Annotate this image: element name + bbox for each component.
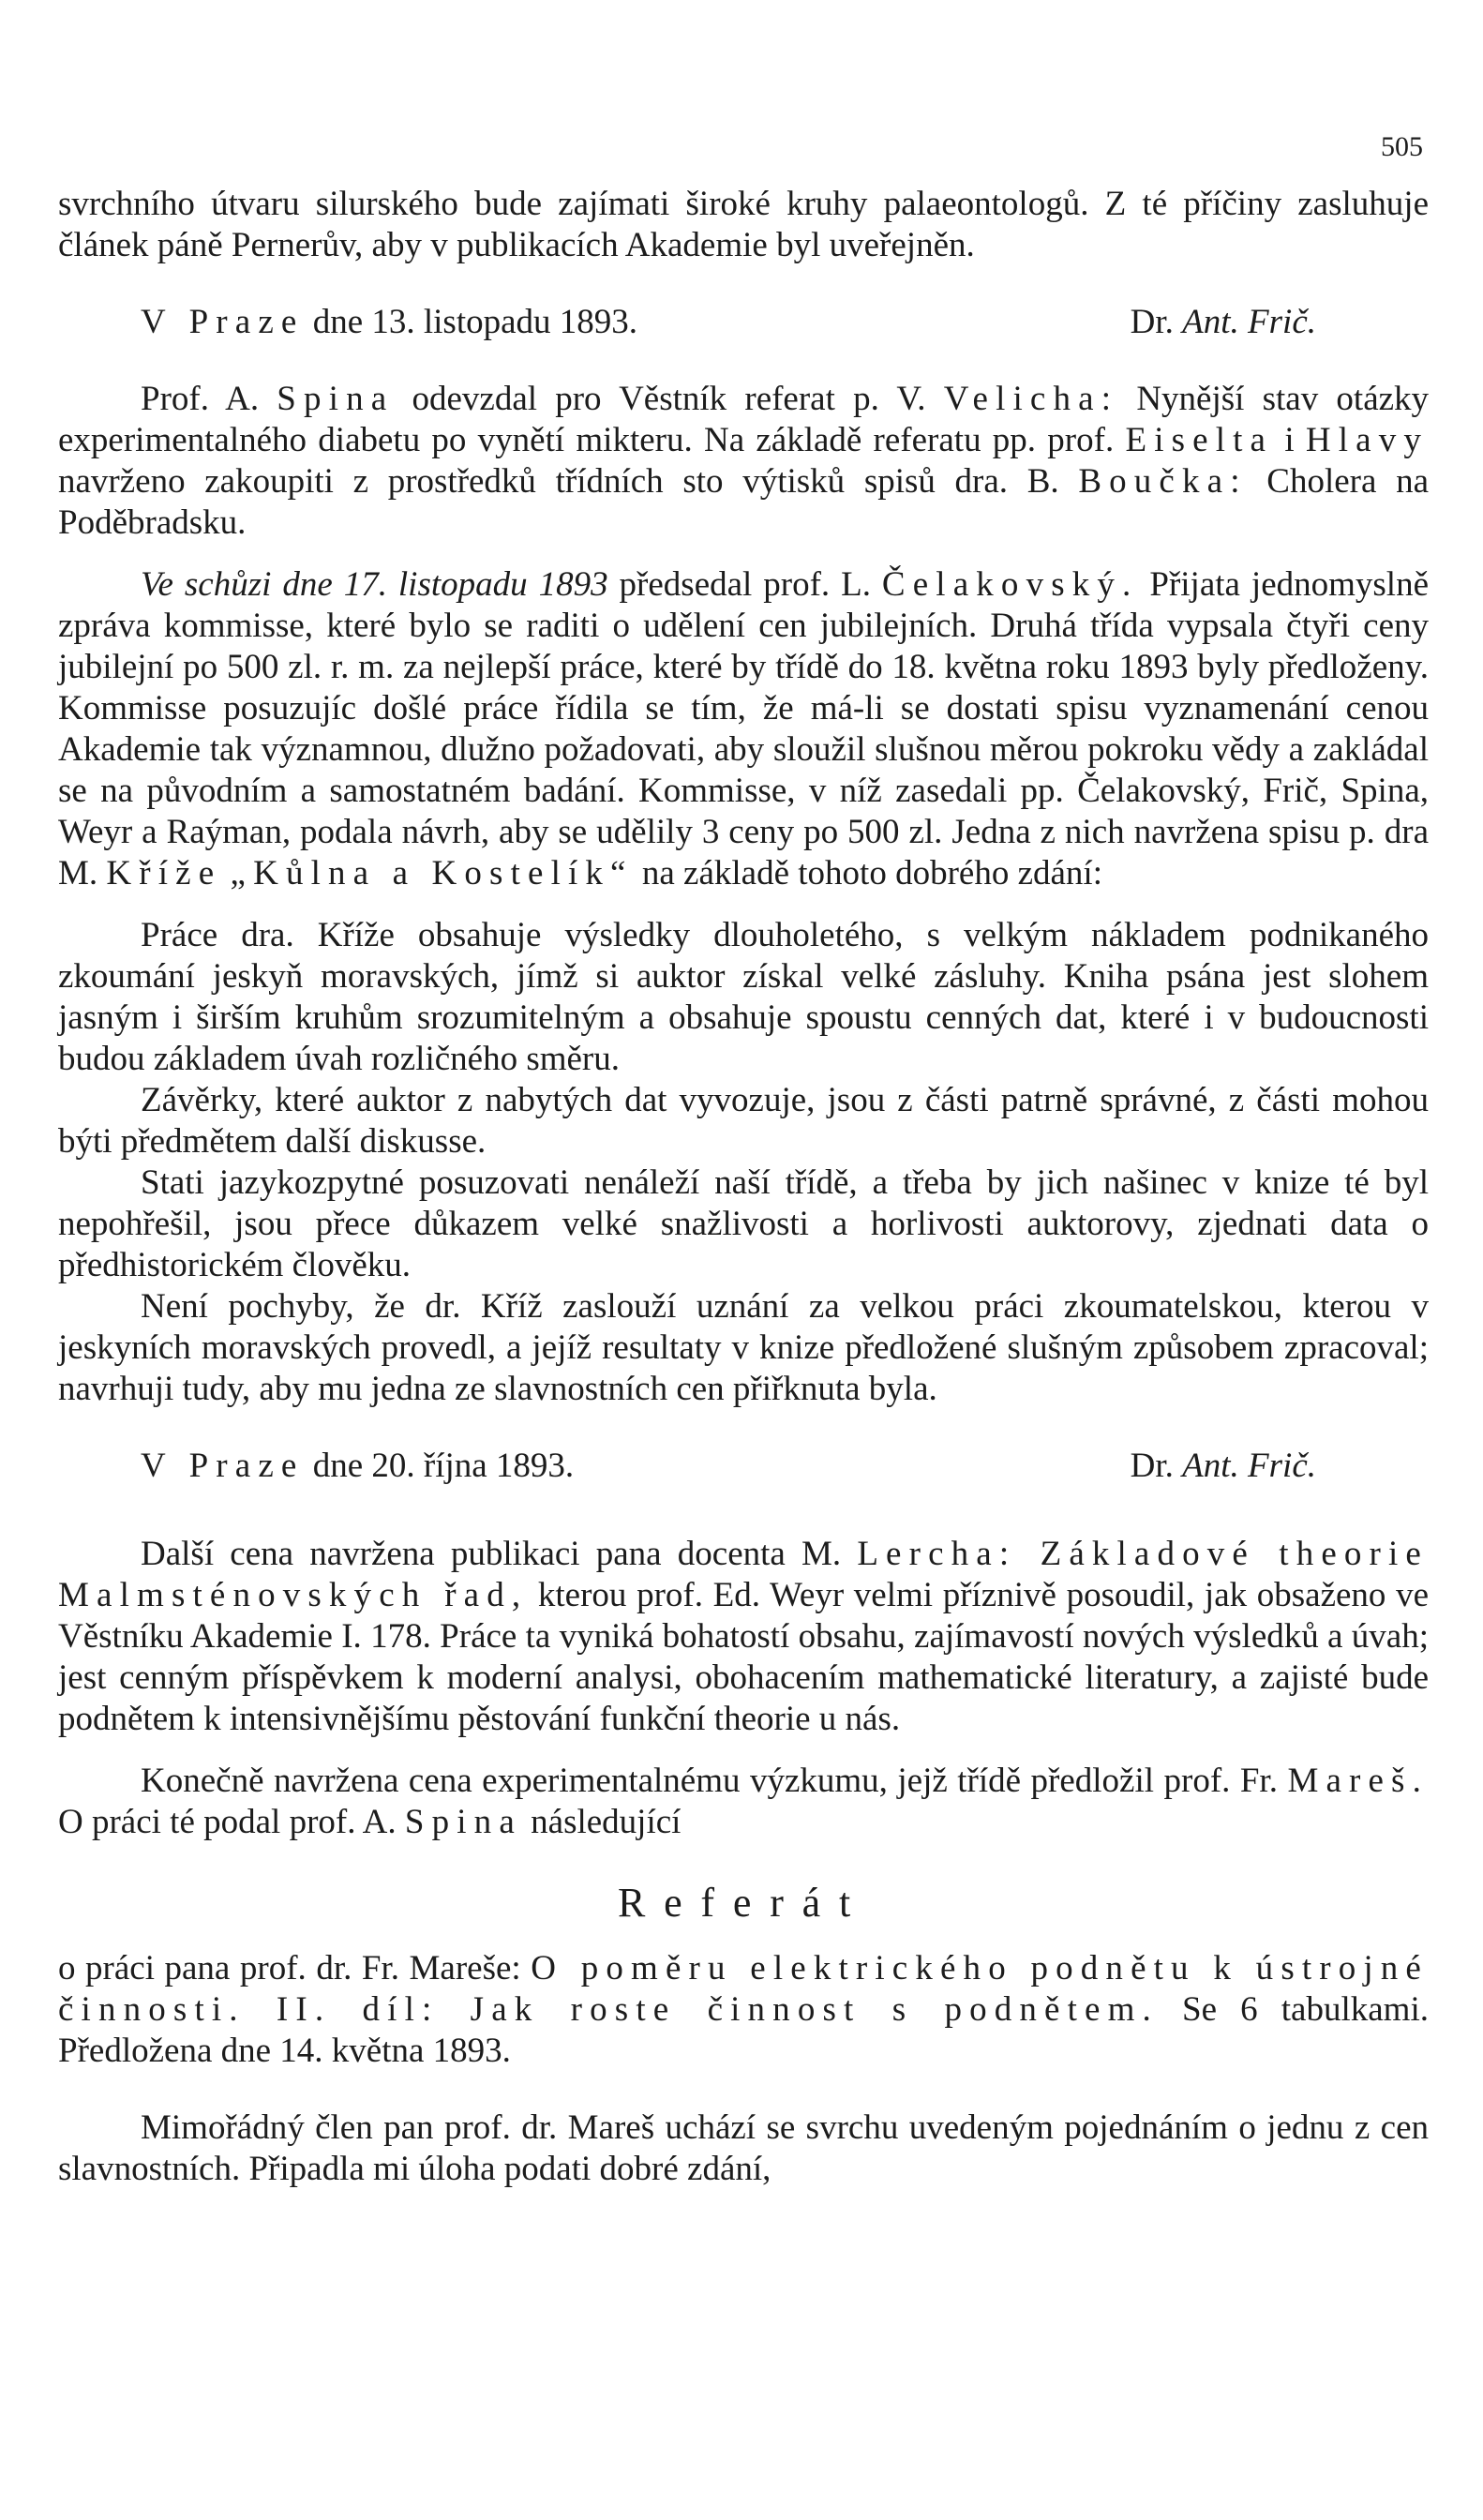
signature-place: V Praze dne 13. listopadu 1893. (141, 303, 638, 341)
paragraph-lerch-prize: Další cena navržena publikaci pana docenta M. Lercha: Základové theorie Malmsténovských řad, kterou prof. Ed. Weyr velmi příznivě posoudil, jak obsaženo ve Věstníku Akademie I. 178. Práce ta vyniká bohatostí obsahu, zajímavostí nových výsledků a úvah; jest cenným příspěvkem k moderní analysi, obohacením mathematické literatury, a zajisté bude podnětem k intensivnějšímu pěstování funkční theorie u nás. (58, 1535, 1429, 1738)
paragraph-session-17-november: Ve schůzi dne 17. listopadu 1893 předsedal prof. L. Čelakovský. Přijata jednomyslně zpráva kommisse, které bylo se raditi o udělení cen jubilejních. Druhá třída vypsala čtyři ceny jubilejní po 500 zl. r. m. za nejlepší práce, které by třídě do 18. května roku 1893 byly předloženy. Kommisse posuzujíc došlé práce řídila se tím, že má-li se dostati spisu vyznamenání cenou Akademie tak významnou, dlužno požadovati, aby sloužil slušnou měrou pokroku vědy a zakládal se na původním a samostatném badání. Kommisse, v níž zasedali pp. Čelakovský, Frič, Spina, Weyr a Raýman, podala návrh, aby se udělily 3 ceny po 500 zl. Jedna z nich navržena spisu p. dra M. Kříže „Kůlna a Kostelík“ na základě tohoto dobrého zdání: (58, 565, 1429, 892)
text-body (58, 184, 1429, 2190)
paragraph-spina-report: Prof. A. Spina odevzdal pro Věstník referat p. V. Velicha: Nynější stav otázky experimentalného diabetu po vynětí mikteru. Na základě referatu pp. prof. Eiselta i Hlavy navrženo zakoupiti z prostředků třídních sto výtisků spisů dra. B. Boučka: Cholera na Poděbradsku. (58, 380, 1430, 542)
page-number: 505 (1381, 131, 1423, 162)
paragraph-conclusions: Závěrky, které auktor z nabytých dat vyvozuje, jsou z části patrně správné, z části mohou býti předmětem další diskusse. (58, 1081, 1429, 1161)
paragraph-kriz-work: Práce dra. Kříže obsahuje výsledky dlouholetého, s velkým nákladem podnikaného zkoumání jeskyň moravských, jímž si auktor získal velké zásluhy. Kniha psána jest slohem jasným i širším kruhům srozumitelným a obsahuje spoustu cenných dat, které i v budoucnosti budou základem úvah rozličného směru. (58, 916, 1429, 1078)
section-heading: Referát (617, 1880, 870, 1926)
signature-author: Dr. Ant. Frič. (1130, 1447, 1316, 1485)
paragraph-mares-prize: Konečně navržena cena experimentalnému výzkumu, jejž třídě předložil prof. Fr. Mareš. O práci té podal prof. A. Spina následující (58, 1762, 1429, 1841)
paragraph-continuation: svrchního útvaru silurského bude zajímati široké kruhy palaeontologů. Z té příčiny zasluhuje článek páně Pernerův, aby v publikacích Akademie byl uveřejněn. (58, 185, 1429, 264)
paragraph-linguistics: Stati jazykozpytné posuzovati nenáleží naší třídě, a třeba by jich našinec v knize té byl nepohřešil, jsou přece důkazem velké snažlivosti a horlivosti auktorovy, zjednati data o předhistorickém člověku. (58, 1163, 1429, 1284)
signature-line-2 (58, 1446, 1429, 1487)
signature-line-1 (58, 302, 1429, 343)
signature-place: V Praze dne 20. října 1893. (141, 1447, 575, 1485)
signature-author: Dr. Ant. Frič. (1130, 303, 1316, 341)
paragraph-recommendation: Není pochyby, že dr. Kříž zaslouží uznání za velkou práci zkoumatelskou, kterou v jeskyních moravských provedl, a jejíž resultaty v knize předložené slušným způsobem zpracoval; navrhuji tudy, aby mu jedna ze slavnostních cen přiřknuta byla. (58, 1287, 1429, 1408)
paragraph-referat-title: o práci pana prof. dr. Fr. Mareše: O poměru elektrického podnětu k ústrojné činnosti. II. díl: Jak roste činnost s podnětem. Se 6 tabulkami. Předložena dne 14. května 1893. (58, 1949, 1429, 2070)
paragraph-referat-body: Mimořádný člen pan prof. dr. Mareš uchází se svrchu uvedeným pojednáním o jednu z cen slavnostních. Připadla mi úloha podati dobré zdání, (58, 2108, 1429, 2188)
